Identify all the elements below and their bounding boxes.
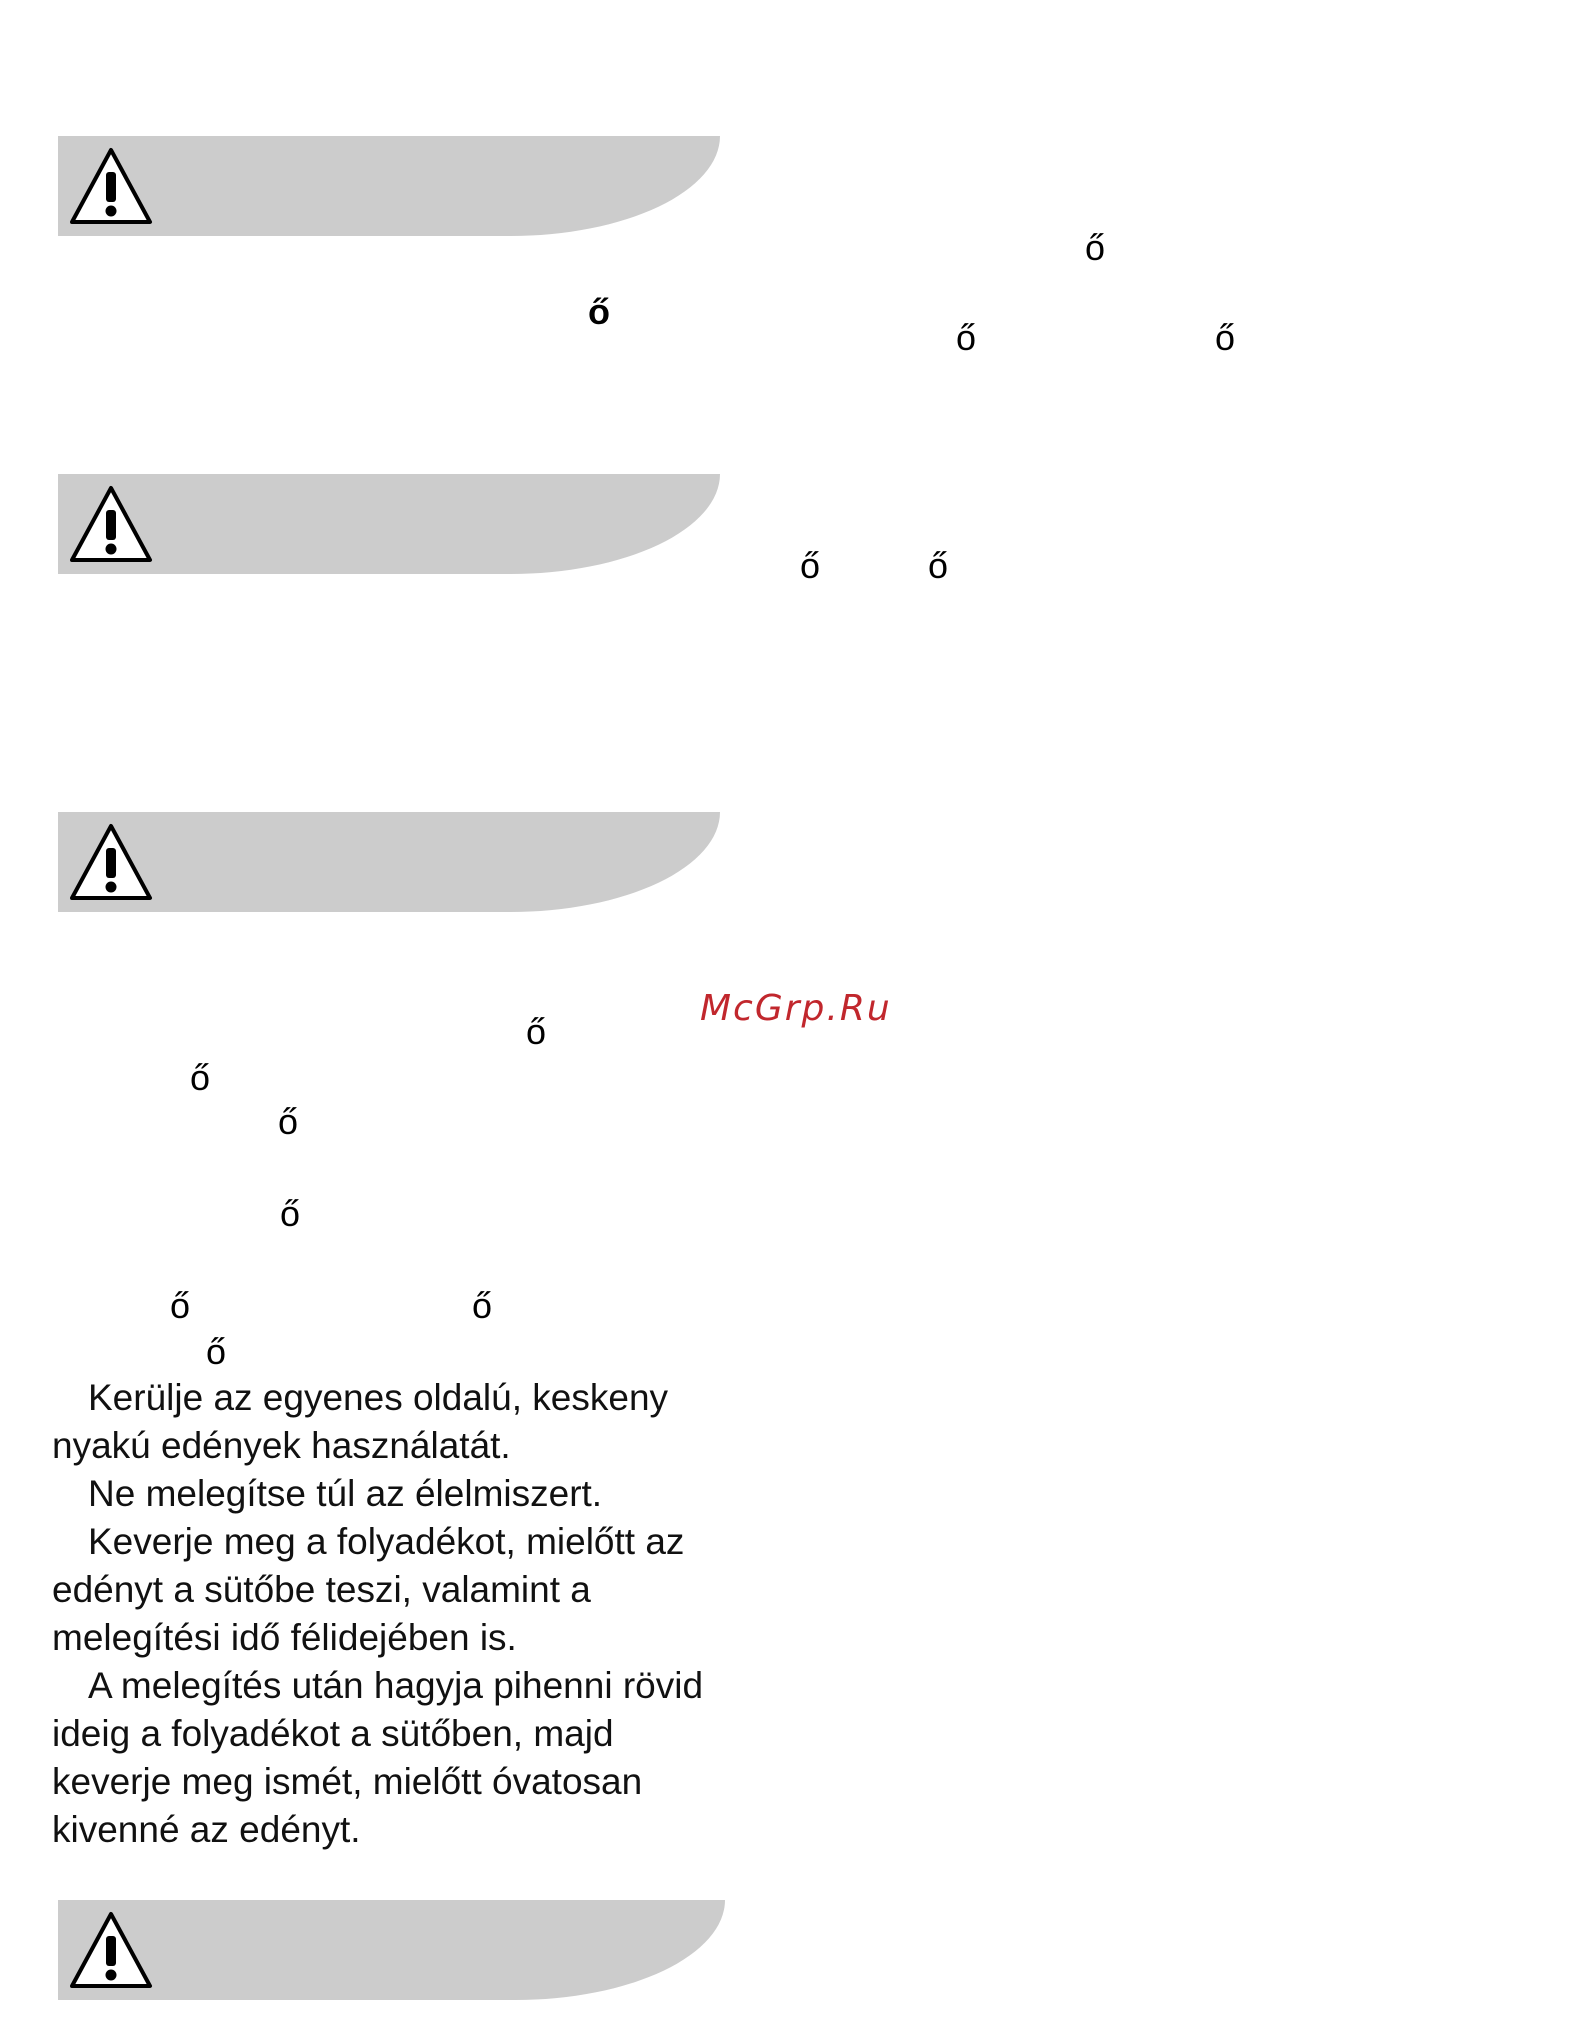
paragraph-line: Ne melegítse túl az élelmiszert. (88, 1473, 603, 1514)
warning-triangle-icon (66, 144, 156, 228)
glyph-o-double-acute: ő (956, 317, 977, 358)
glyph-o-double-acute: ő (588, 291, 610, 332)
warning-banner-4 (58, 1900, 725, 2000)
warning-triangle-icon (66, 1908, 156, 1992)
glyph-o-double-acute: ő (206, 1331, 227, 1372)
glyph-o-double-acute: ő (1215, 317, 1236, 358)
warning-triangle-icon (66, 820, 156, 904)
paragraph (52, 1518, 742, 1662)
paragraph-line: keverje meg ismét, mielőtt óvatosan (52, 1761, 643, 1802)
paragraph (52, 1662, 742, 1854)
paragraph-line: melegítési idő félidejében is. (52, 1617, 517, 1658)
warning-banner-1 (58, 136, 720, 236)
paragraph-line: nyakú edények használatát. (52, 1425, 511, 1466)
watermark: McGrp.Ru (700, 988, 892, 1029)
glyph-o-double-acute: ő (278, 1101, 299, 1142)
warning-banner-3 (58, 812, 720, 912)
glyph-o-double-acute: ő (472, 1285, 493, 1326)
paragraph-line: kivenné az edényt. (52, 1809, 361, 1850)
paragraph-line: Keverje meg a folyadékot, mielőtt az (88, 1521, 685, 1562)
glyph-o-double-acute: ő (170, 1285, 191, 1326)
glyph-o-double-acute: ő (526, 1011, 547, 1052)
paragraph-line: edényt a sütőbe teszi, valamint a (52, 1569, 591, 1610)
glyph-o-double-acute: ő (800, 545, 821, 586)
paragraph-line: Kerülje az egyenes oldalú, keskeny (88, 1377, 669, 1418)
glyph-o-double-acute: ő (190, 1057, 211, 1098)
warning-triangle-icon (66, 482, 156, 566)
paragraph (52, 1470, 742, 1518)
glyph-o-double-acute: ő (928, 545, 949, 586)
glyph-o-double-acute: ő (1085, 227, 1106, 268)
glyph-o-double-acute: ő (280, 1193, 301, 1234)
warning-banner-2 (58, 474, 720, 574)
paragraph-line: A melegítés után hagyja pihenni rövid (88, 1665, 704, 1706)
paragraph-line: ideig a folyadékot a sütőben, majd (52, 1713, 614, 1754)
paragraph (52, 1374, 742, 1470)
